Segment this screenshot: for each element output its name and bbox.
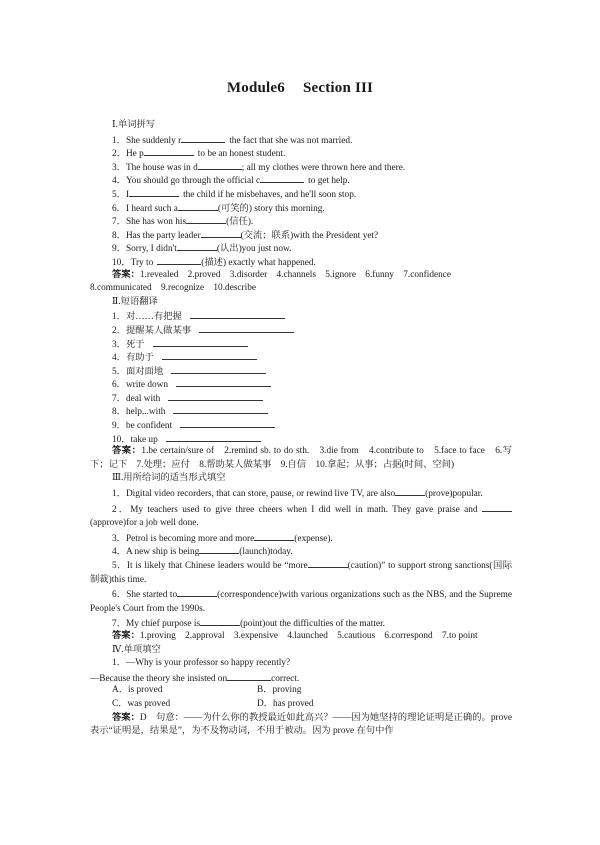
s2-q8: 8．help...with xyxy=(90,404,512,418)
s1-q3: 3．The house was in d ; all my clothes were thrown here and there. xyxy=(90,160,512,174)
s4-answer: 答案：D 句意：——为什么你的教授最近如此高兴？——因为她坚持的理论证明是正确的。prove 表示“证明是，结果是”，为不及物动词，不用于被动。因为 prove 在句中作 xyxy=(90,712,512,737)
s1-q1: 1．She suddenly r the fact that she was not married. xyxy=(90,133,512,147)
section-1-heading: Ⅰ.单词拼写 xyxy=(112,120,156,130)
s2-answer: 答案：1.be certain/sure of 2.remind sb. to do sth. 3.die from 4.contribute to 5.face to face 6.写下；记下 7.处理；应付 8.帮助某人做某事 9.自信 10.拿起；从事；占据(时间、空间) xyxy=(90,446,512,470)
page-title xyxy=(0,80,600,97)
s2-q9: 9．be confident xyxy=(90,418,512,432)
s1-answer: 答案：1.revealed 2.proved 3.disorder 4.channels 5.ignore 6.funny 7.confidence xyxy=(112,269,452,280)
s3-q7: 7．My chief purpose is (point)out the difficulties of the matter. xyxy=(90,616,512,630)
s1-q4: 4．You should go through the official c to get help. xyxy=(90,173,512,187)
s1-q6: 6．I heard such a (可笑的) story this morning. xyxy=(90,201,512,215)
s3-q5: 5．It is likely that Chinese leaders would be “more (caution)” to support strong sanctions(国际制裁)this time. xyxy=(90,558,512,587)
s4-options-row-1 xyxy=(90,684,512,698)
s3-q3: 3．Petrol is becoming more and more (expense). xyxy=(90,531,512,545)
s3-q2: 2．My teachers used to give three cheers when I did well in math. They gave praise and (approve)for a job well done. xyxy=(90,502,512,531)
s1-q2: 2．He p to be an honest student. xyxy=(90,146,512,160)
option-b: B．proving xyxy=(257,685,302,696)
s2-q2: 2．提醒某人做某事 xyxy=(90,323,512,337)
option-c: C．was proved xyxy=(112,698,171,709)
s3-answer: 答案：1.proving 2.approval 3.expensive 4.launched 5.cautious 6.correspond 7.to point xyxy=(112,630,478,641)
s1-answer-cont: 8.communicated 9.recognize 10.describe xyxy=(90,283,256,294)
s2-q10: 10．take up xyxy=(90,432,512,446)
s1-q9: 9．Sorry, I didn't (认出)you just now. xyxy=(90,241,512,255)
section-3-heading: Ⅲ.用所给词的适当形式填空 xyxy=(112,473,226,484)
s1-q5: 5．I the child if he misbehaves, and he'll soon stop. xyxy=(90,187,512,201)
s2-q7: 7．deal with xyxy=(90,391,512,405)
s4-options-row-2 xyxy=(90,698,512,712)
s3-q6: 6．She started to (correspondence)with various organizations such as the NBS, and the Supreme People's Court from the 1990s. xyxy=(90,587,512,616)
title-section: Section III xyxy=(302,80,374,96)
s2-q1: 1．对……有把握 xyxy=(90,309,512,323)
s4-q1-response: —Because the theory she insisted on correct. xyxy=(90,671,512,685)
title-module: Module6 xyxy=(226,80,285,96)
s1-q7: 7．She has won his (信任). xyxy=(90,214,512,228)
s2-q6: 6．write down xyxy=(90,377,512,391)
s1-q10: 10．Try to (描述) exactly what happened. xyxy=(90,255,512,269)
section-2-heading: Ⅱ.短语翻译 xyxy=(112,296,158,307)
exercise-content xyxy=(90,119,512,739)
section-4-heading: Ⅳ.单项填空 xyxy=(112,644,161,655)
s4-q1: 1．—Why is your professor so happy recently? xyxy=(112,658,291,669)
s2-q4: 4．有助于 xyxy=(90,350,512,364)
option-d: D．has proved xyxy=(257,698,314,709)
s3-q1: 1．Digital video recorders, that can store, pause, or rewind live TV, are also (prove)popular. xyxy=(90,486,512,502)
s2-q3: 3．死于 xyxy=(90,337,512,351)
s2-q5: 5．面对面地 xyxy=(90,364,512,378)
s1-q8: 8．Has the party leader (交流；联系)with the President yet? xyxy=(90,228,512,242)
option-a: A．is proved xyxy=(112,685,163,696)
s3-q4: 4．A new ship is being (launch)today. xyxy=(90,544,512,558)
